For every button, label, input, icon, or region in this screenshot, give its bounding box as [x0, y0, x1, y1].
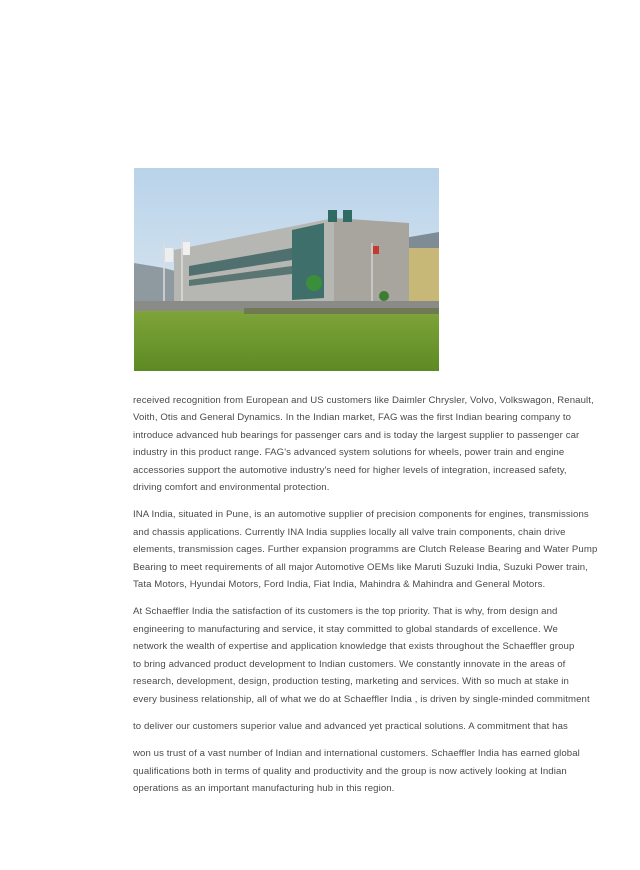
text-line: qualifications both in terms of quality and productivity and the group is now actively looking at Indian — [133, 765, 567, 777]
text-line: research, development, design, production testing, marketing and services. With so much at stake in — [133, 676, 569, 688]
text-line: Voith, Otis and General Dynamics. In the Indian market, FAG was the first Indian bearing company to — [133, 412, 572, 424]
paragraph-schaeffler — [133, 603, 593, 707]
text-line: At Schaeffler India the satisfaction of its customers is the top priority. That is why, from design and — [133, 606, 558, 618]
text-line: to deliver our customers superior value and advanced yet practical solutions. A commitment that has — [133, 720, 568, 732]
text-line: every business relationship, all of what we do at Schaeffler India , is driven by single-minded commitment — [133, 693, 590, 705]
text-line: industry in this product range. FAG's advanced system solutions for wheels, power train and engine — [133, 447, 565, 459]
text-line: received recognition from European and US customers like Daimler Chrysler, Volvo, Volkswagon, Renault, — [133, 395, 594, 406]
text-line: introduce advanced hub bearings for passenger cars and is today the largest supplier to passenger car — [133, 429, 580, 441]
text-line: INA India, situated in Pune, is an automotive supplier of precision components for engines, transmissions — [133, 509, 589, 521]
paragraph-trust — [133, 745, 593, 797]
paragraph-fag — [133, 392, 593, 496]
body-text — [133, 392, 598, 808]
text-line: Tata Motors, Hyundai Motors, Ford India, Fiat India, Mahindra & Mahindra and General Motors. — [133, 579, 546, 591]
text-line: to bring advanced product development to Indian customers. We constantly innovate in the areas of — [133, 658, 566, 670]
text-line: accessories support the automotive industry's need for higher levels of integration, increased safety, — [133, 464, 567, 476]
text-line: elements, transmission cages. Further expansion programms are Clutch Release Bearing and Water Pump — [133, 544, 598, 556]
text-line: operations as an important manufacturing hub in this region. — [133, 783, 395, 795]
text-line: driving comfort and environmental protection. — [133, 482, 330, 494]
text-line: network the wealth of expertise and application knowledge that exists throughout the Schaeffler group — [133, 641, 575, 653]
paragraph-ina — [133, 506, 598, 593]
text-line: Bearing to meet requirements of all major Automotive OEMs like Maruti Suzuki India, Suzuki Power train, — [133, 561, 588, 573]
text-line: and chassis applications. Currently INA India supplies locally all valve train components, chain drive — [133, 526, 566, 538]
building-photo — [134, 168, 439, 371]
paragraph-commitment — [133, 718, 593, 735]
text-line: engineering to manufacturing and service, it stay committed to global standards of excellence. We — [133, 623, 558, 635]
text-line: won us trust of a vast number of Indian and international customers. Schaeffler India has earned global — [133, 748, 580, 760]
